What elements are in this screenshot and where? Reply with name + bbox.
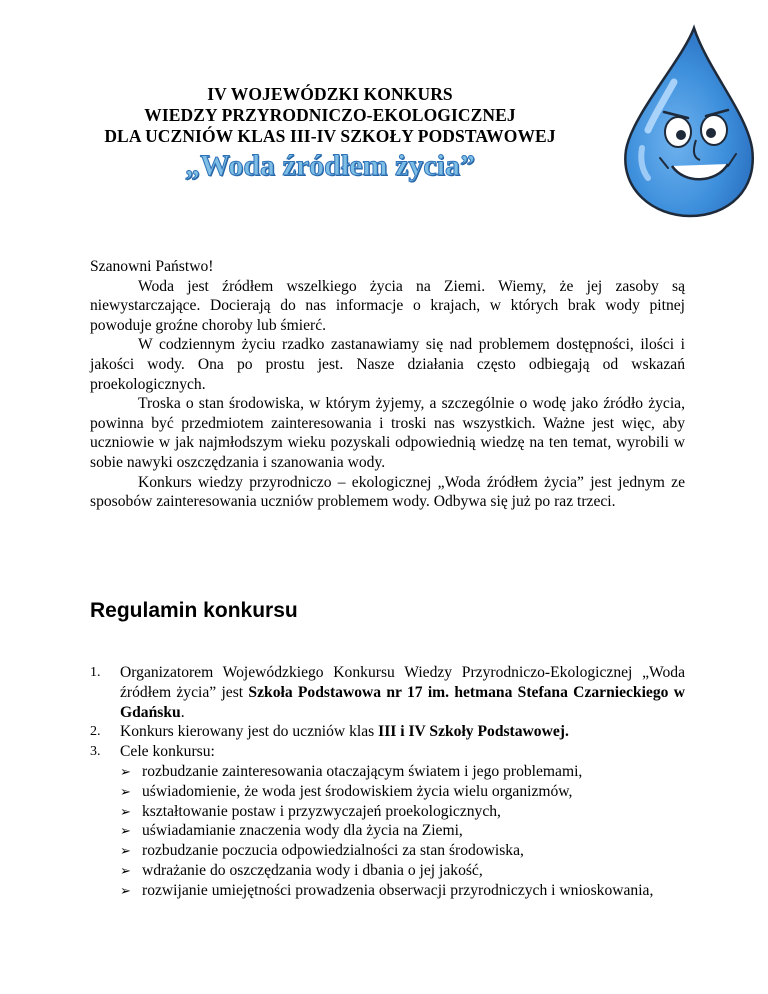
list-item [120, 841, 685, 861]
letter-body [90, 257, 685, 512]
arrow-bullet-icon: ➢ [120, 882, 131, 898]
goal-text: wdrażanie do oszczędzania wody i dbania o jej jakość, [142, 861, 483, 879]
list-item [120, 821, 685, 841]
goal-text: rozbudzanie poczucia odpowiedzialności za stan środowiska, [142, 842, 524, 860]
rule-3-text: Cele konkursu: [120, 743, 215, 761]
letter-paragraph-4: Konkurs wiedzy przyrodniczo – ekologicznej „Woda źródłem życia” jest jednym ze sposobów zainteresowania uczniów problemem wody. Odbywa się już po raz trzeci. [90, 473, 685, 511]
rule-number: 2. [90, 724, 101, 740]
header-line-3: DLA UCZNIÓW KLAS III-IV SZKOŁY PODSTAWOWEJ [104, 126, 556, 146]
list-item [120, 881, 685, 901]
water-drop-mascot-icon [612, 20, 762, 220]
rule-2-bold: III i IV Szkoły Podstawowej. [378, 723, 569, 741]
rule-2-text: Konkurs kierowany jest do uczniów klas [120, 723, 379, 741]
contest-title: „Woda źródłem życia” [185, 149, 475, 182]
arrow-bullet-icon: ➢ [120, 783, 131, 799]
goal-text: uświadomienie, że woda jest środowiskiem życia wielu organizmów, [142, 782, 573, 800]
goal-text: rozbudzanie zainteresowania otaczającym światem i jego problemami, [142, 762, 583, 780]
rule-3 [90, 742, 685, 900]
greeting: Szanowni Państwo! [90, 258, 214, 275]
arrow-bullet-icon: ➢ [120, 823, 131, 839]
regulations-list [90, 663, 685, 901]
rule-number: 1. [90, 665, 101, 680]
rule-1-bold: Szkoła Podstawowa nr 17 im. hetmana Stefana Czarnieckiego w Gdańsku [120, 683, 685, 721]
goal-text: kształtowanie postaw i przyzwyczajeń proekologicznych, [142, 802, 501, 820]
rule-text [120, 663, 685, 722]
arrow-bullet-icon: ➢ [120, 763, 131, 779]
arrow-bullet-icon: ➢ [120, 843, 131, 859]
letter-paragraph-2: W codziennym życiu rzadko zastanawiamy się nad problemem dostępności, ilości i jakości wody. Ona po prostu jest. Nasze działania często odbiegają od wskazań proekologicznych. [90, 336, 685, 393]
rule-2 [90, 722, 685, 742]
rule-1-text: Organizatorem Wojewódzkiego Konkursu Wiedzy Przyrodniczo-Ekologicznej „Woda źródłem życia” jest [120, 664, 685, 701]
rule-1 [90, 663, 685, 722]
header-line-2: WIEDZY PRZYRODNICZO-EKOLOGICZNEJ [144, 105, 516, 125]
rule-text [120, 722, 685, 742]
header-line-1: IV WOJEWÓDZKI KONKURS [207, 84, 453, 104]
goal-text: uświadamianie znaczenia wody dla życia na Ziemi, [142, 822, 463, 840]
letter-paragraph-1: Woda jest źródłem wszelkiego życia na Ziemi. Wiemy, że jej zasoby są niewystarczające. Docierają do nas informacje o krajach, w których brak wody pitnej powoduje groźne choroby lub śmierć. [90, 277, 685, 334]
list-item [120, 861, 685, 881]
list-item [120, 762, 685, 782]
goals-list [120, 762, 685, 901]
rule-text [120, 742, 685, 900]
rule-number: 3. [90, 744, 101, 760]
regulations-heading: Regulamin konkursu [90, 599, 298, 622]
letter-paragraph-3: Troska o stan środowiska, w którym żyjemy, a szczególnie o wodę jako źródło życia, powinna być przedmiotem zainteresowania i troski nas wszystkich. Ważne jest więc, aby uczniowie w jak najmłodszym wieku pozyskali odpowiednią wiedzę na ten temat, wyrobili w sobie nawyki oszczędzania i szanowania wody. [90, 395, 685, 471]
contest-header [40, 84, 620, 147]
goal-text: rozwijanie umiejętności prowadzenia obserwacji przyrodniczych i wnioskowania, [142, 881, 654, 899]
list-item [120, 802, 685, 822]
arrow-bullet-icon: ➢ [120, 862, 131, 878]
rule-1-end: . [180, 703, 185, 721]
list-item [120, 782, 685, 802]
arrow-bullet-icon: ➢ [120, 803, 131, 819]
